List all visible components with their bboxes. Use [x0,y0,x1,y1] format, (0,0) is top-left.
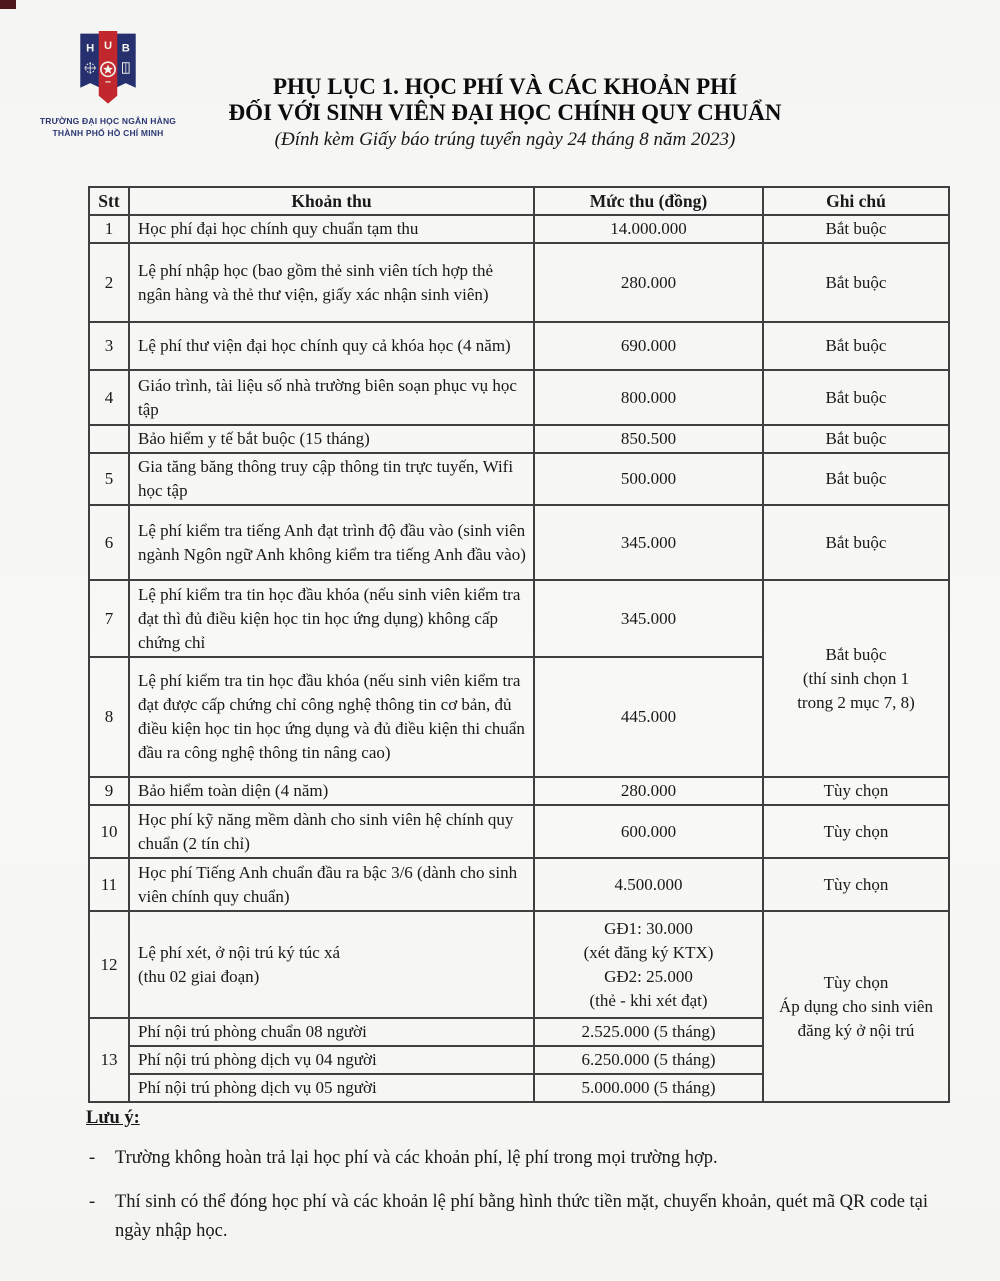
amount-cell: 690.000 [534,322,763,370]
amount-cell: 280.000 [534,243,763,322]
stt-cell: 5 [89,453,129,505]
stt-cell: 7 [89,580,129,657]
col-header-item: Khoản thu [129,187,534,215]
stt-cell: 10 [89,805,129,858]
hub-shield-logo-icon [75,28,141,108]
note-cell: Bắt buộc [763,370,949,425]
amount-cell: 2.525.000 (5 tháng) [534,1018,763,1046]
dash-bullet: - [89,1148,96,1168]
note-cell: Bắt buộc [763,453,949,505]
item-cell: Học phí đại học chính quy chuẩn tạm thu [129,215,534,243]
svg-text:B: B [121,42,130,55]
item-cell: Lệ phí kiểm tra tin học đầu khóa (nếu sinh viên kiểm tra đạt được cấp chứng chỉ công nghệ thông tin cơ bản, đủ điều kiện học tin học ứng dụng và đủ điều kiện thi chuẩn đầu ra công nghệ thông tin nâng cao) [129,657,534,777]
amount-cell: 6.250.000 (5 tháng) [534,1046,763,1074]
stt-cell: 8 [89,657,129,777]
fees-table [88,186,950,1103]
amount-line: GĐ1: 30.000 [604,918,693,938]
note-cell: Tùy chọn [763,805,949,858]
note-cell: Bắt buộc [763,425,949,453]
note-line: Bắt buộc [825,644,887,664]
table-row [89,453,949,505]
table-row [89,805,949,858]
amount-cell: 600.000 [534,805,763,858]
notes-heading: Lưu ý: [86,1108,140,1128]
document-header [170,74,840,151]
table-header-row [89,187,949,215]
university-name-line2: THÀNH PHỐ HỒ CHÍ MINH [52,128,164,138]
item-cell: Lệ phí nhập học (bao gồm thẻ sinh viên tích hợp thẻ ngân hàng và thẻ thư viện, giấy xác nhận sinh viên) [129,243,534,322]
stt-cell: 12 [89,911,129,1018]
item-cell [129,911,534,1018]
note-cell-merged-7-8 [763,580,949,777]
table-row [89,243,949,322]
note-cell: Bắt buộc [763,215,949,243]
dash-bullet: - [89,1192,96,1212]
note-text: Trường không hoàn trả lại học phí và các khoản phí, lệ phí trong mọi trường hợp. [115,1148,718,1168]
scan-corner-artifact [0,0,16,9]
note-text: Thí sinh có thể đóng học phí và các khoản lệ phí bằng hình thức tiền mặt, chuyển khoản, quét mã QR code tại ngày nhập học. [115,1192,929,1241]
table-row [89,858,949,911]
col-header-note: Ghi chú [763,187,949,215]
note-line: trong 2 mục 7, 8) [797,692,915,712]
item-line: Lệ phí xét, ở nội trú ký túc xá [138,942,341,962]
table-row [89,425,949,453]
university-name-line1: TRƯỜNG ĐẠI HỌC NGÂN HÀNG [39,116,177,126]
svg-text:H: H [86,42,95,55]
amount-line: GĐ2: 25.000 [604,966,693,986]
amount-cell: 14.000.000 [534,215,763,243]
stt-cell: 4 [89,370,129,425]
note-cell: Bắt buộc [763,322,949,370]
stt-cell: 3 [89,322,129,370]
item-cell: Giáo trình, tài liệu số nhà trường biên soạn phục vụ học tập [129,370,534,425]
note-line: Áp dụng cho sinh viên đăng ký ở nội trú [779,996,933,1040]
svg-text:U: U [103,39,113,52]
note-item [86,1188,950,1246]
amount-line: (xét đăng ký KTX) [583,942,714,962]
notes-section [86,1108,950,1246]
stt-cell-merged-13: 13 [89,1018,129,1102]
item-cell: Bảo hiểm y tế bắt buộc (15 tháng) [129,425,534,453]
item-cell: Phí nội trú phòng dịch vụ 04 người [129,1046,534,1074]
amount-cell: 345.000 [534,505,763,580]
stt-cell: 6 [89,505,129,580]
note-cell-merged-12-13 [763,911,949,1102]
table-row [89,911,949,1018]
document-subtitle: (Đính kèm Giấy báo trúng tuyển ngày 24 tháng 8 năm 2023) [274,129,736,150]
amount-cell: 4.500.000 [534,858,763,911]
note-cell: Tùy chọn [763,858,949,911]
amount-cell: 500.000 [534,453,763,505]
stt-cell: 9 [89,777,129,805]
amount-cell [534,911,763,1018]
stt-cell [89,425,129,453]
amount-cell: 280.000 [534,777,763,805]
amount-line: (thẻ - khi xét đạt) [589,990,708,1010]
item-cell: Bảo hiểm toàn diện (4 năm) [129,777,534,805]
item-line: (thu 02 giai đoạn) [138,966,260,986]
amount-cell: 5.000.000 (5 tháng) [534,1074,763,1102]
item-cell: Lệ phí kiểm tra tin học đầu khóa (nếu sinh viên kiểm tra đạt thì đủ điều kiện học tin học ứng dụng) không cấp chứng chỉ [129,580,534,657]
table-row [89,505,949,580]
table-row [89,370,949,425]
stt-cell: 11 [89,858,129,911]
note-cell: Tùy chọn [763,777,949,805]
note-line: (thí sinh chọn 1 [802,668,910,688]
stt-cell: 1 [89,215,129,243]
table-row [89,215,949,243]
table-row [89,322,949,370]
item-cell: Học phí kỹ năng mềm dành cho sinh viên hệ chính quy chuẩn (2 tín chỉ) [129,805,534,858]
stt-cell: 2 [89,243,129,322]
note-cell: Bắt buộc [763,243,949,322]
col-header-stt: Stt [89,187,129,215]
document-title-line2: ĐỐI VỚI SINH VIÊN ĐẠI HỌC CHÍNH QUY CHUẨN [228,100,782,125]
document-title-line1: PHỤ LỤC 1. HỌC PHÍ VÀ CÁC KHOẢN PHÍ [272,74,738,99]
table-row [89,580,949,657]
item-cell: Phí nội trú phòng chuẩn 08 người [129,1018,534,1046]
university-logo [38,28,178,139]
note-cell: Bắt buộc [763,505,949,580]
amount-cell: 445.000 [534,657,763,777]
item-cell: Lệ phí thư viện đại học chính quy cả khóa học (4 năm) [129,322,534,370]
item-cell: Lệ phí kiểm tra tiếng Anh đạt trình độ đầu vào (sinh viên ngành Ngôn ngữ Anh không kiểm tra tiếng Anh đầu vào) [129,505,534,580]
item-cell: Gia tăng băng thông truy cập thông tin trực tuyến, Wifi học tập [129,453,534,505]
item-cell: Học phí Tiếng Anh chuẩn đầu ra bậc 3/6 (dành cho sinh viên chính quy chuẩn) [129,858,534,911]
amount-cell: 800.000 [534,370,763,425]
note-item [86,1144,950,1173]
amount-cell: 850.500 [534,425,763,453]
table-row [89,777,949,805]
item-cell: Phí nội trú phòng dịch vụ 05 người [129,1074,534,1102]
note-line: Tùy chọn [823,972,889,992]
col-header-amount: Mức thu (đồng) [534,187,763,215]
amount-cell: 345.000 [534,580,763,657]
